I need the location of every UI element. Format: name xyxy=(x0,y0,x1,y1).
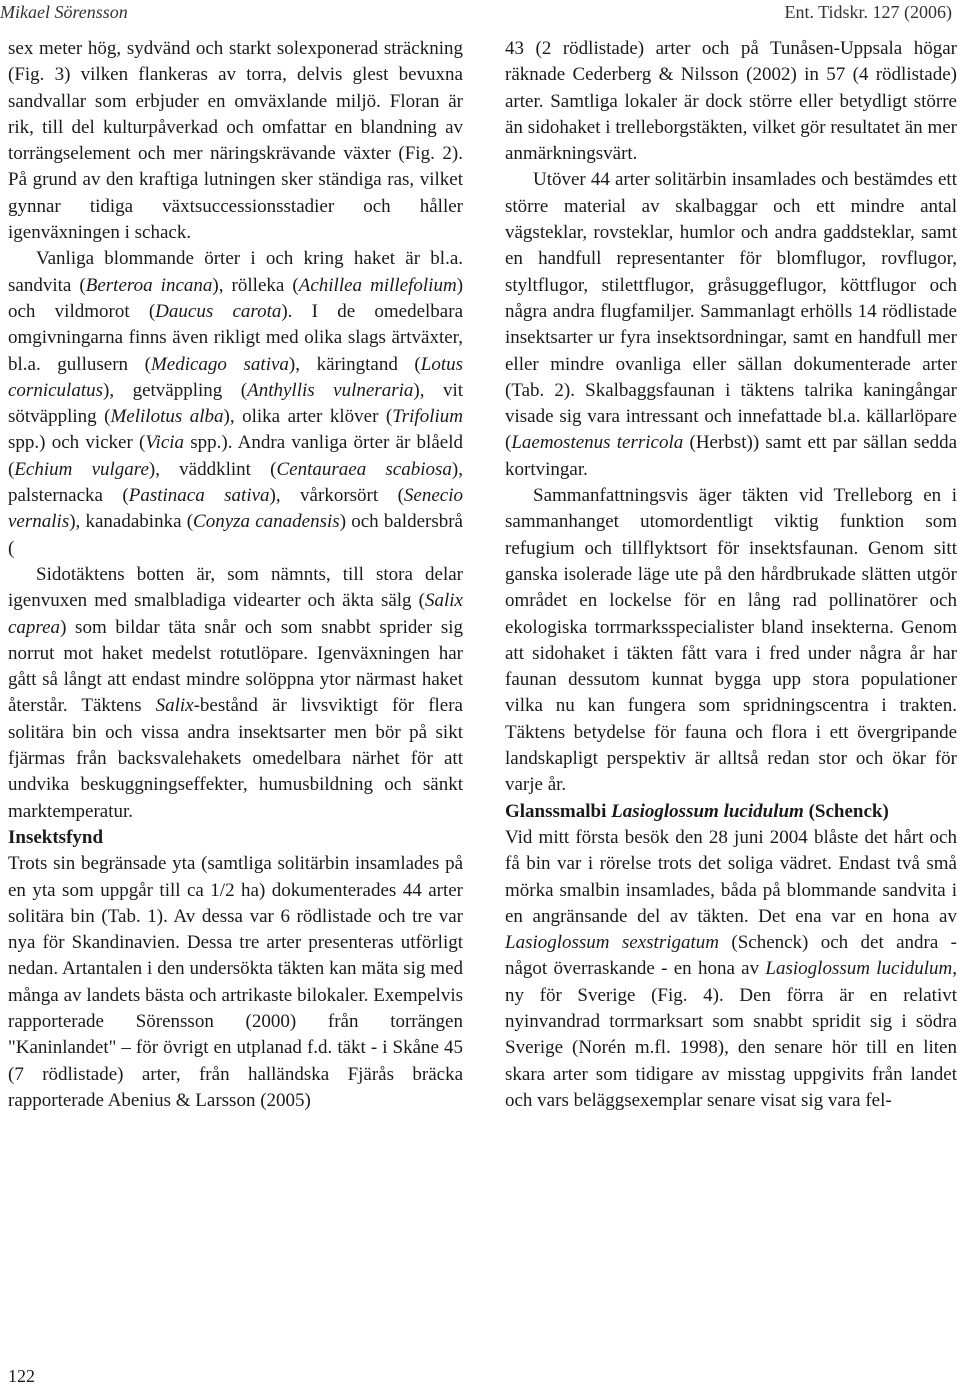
page-number: 122 xyxy=(8,1366,35,1386)
section-heading: Glanssmalbi Lasioglossum lucidulum (Schenck) xyxy=(505,800,889,822)
paragraph: Utöver 44 arter solitärbin insamlades och bestämdes ett större material av skalbaggar och ett mindre antal vägsteklar, rovsteklar, humlor och andra gaddsteklar, samt en handfull representanter för blomflugor, rovflugor, styltflugor, stilettflugor, gråsuggeflugor, köttflugor och några andra flugfamiljer. Sammanlagt erhölls 14 rödlistade insektsarter ur fyra insektsordningar, samt en handfull mer eller mindre ovanliga eller sällan dokumenterade arter (Tab. 2). Skalbaggsfaunan i täktens talrika kaningångar visade sig vara intressant och innefattade bl.a. källarlöpare (Laemostenus terricola (Herbst)) samt ett par sällan sedda kortvingar. xyxy=(505,169,957,480)
section-heading: Insektsfynd xyxy=(8,826,104,848)
paragraph: Vid mitt första besök den 28 juni 2004 blåste det hårt och få bin var i rörelse trots det soliga vädret. Endast två små mörka smalbin insamlades, båda på blommande sandvita i en angränsande del av täkten. Det ena var en hona av Lasioglossum sexstrigatum (Schenck) och det andra - något överraskande - en hona av Lasioglossum lucidulum, ny för Sverige (Fig. 4). Den förra är en relativt nyinvandrad torrmarksart som snabbt spridit sig i södra Sverige (Norén m.fl. 1998), den senare hör till en liten skara arter som tidigare av misstag uppgivits från landet och vars beläggsexemplar senare visat sig vara fel- xyxy=(505,826,957,1111)
paragraph: Vanliga blommande örter i och kring haket är bl.a. sandvita (Berteroa incana), rölleka (Achillea millefolium) och vildmorot (Daucus carota). I de omedelbara omgivningarna finns även rikligt med olika slags ärtväxter, bl.a. gullusern (Medicago sativa), käringtand (Lotus corniculatus), getväppling (Anthyllis vulneraria), vit sötväppling (Melilotus alba), olika arter klöver (Trifolium spp.) och vicker (Vicia spp.). Andra vanliga örter är blåeld (Echium vulgare), väddklint (Centauraea scabiosa), palsternacka (Pastinaca sativa), vårkorsört (Senecio vernalis), kanadabinka (Conyza canadensis) och baldersbrå ( xyxy=(8,248,464,559)
paragraph: Sidotäktens botten är, som nämnts, till stora delar igenvuxen med smalbladiga videarter och äkta sälg (Salix caprea) som bildar täta snår och som snabbt sprider sig norrut mot haket medelst rotutlöpare. Igenväxningen har gått så långt att endast mindre solöppna ytor närmast haket återstår. Täktens Salix-bestånd är livsviktigt för flera solitära bin och vissa andra insektsarter men bör på sikt fjärmas från backsvalehakets omedelbara närhet för att undvika beskuggningseffekter, humusbildning och sänkt marktemperatur. xyxy=(8,563,463,822)
paragraph: Sammanfattningsvis äger täkten vid Trelleborg en i sammanhanget utomordentligt viktig funktion som refugium och tillflyktsort för insektsfaunan. Genom sitt ganska isolerade läge ute på den hårdbrukade slätten utgör området en lockelse för en lång rad pollinatörer och ekologiska torrmarksspecialister bland insekterna. Genom att sidohaket i täkten fått vara i fred under några år har faunan dessutom kunnat bygga upp stora populationer vilka nu kan fungera som spridningscentra i trakten. Täktens betydelse för fauna och flora i ett övergripande landskapligt perspektiv är alltså redan stor och ökar för varje år. xyxy=(505,485,957,796)
left-column xyxy=(8,36,463,1114)
paragraph: Trots sin begränsade yta (samtliga solitärbin insamlades på en yta som uppgår till ca 1/2 ha) dokumenterades 44 arter solitära bin (Tab. 1). Av dessa var 6 rödlistade och tre var nya för Skandinavien. Dessa tre arter presenteras utförligt nedan. Artantalen i den undersökta täkten kan mäta sig med många av landets bästa och artrikaste bilokaler. Exempelvis rapporterade Sörensson (2000) från torrängen "Kaninlandet" – för övrigt en utplanad f.d. täkt - i Skåne 45 (7 rödlistade) arter, från halländska Fjärås bräcka rapporterade Abenius & Larsson (2005) xyxy=(8,853,463,1111)
paragraph: sex meter hög, sydvänd och starkt solexponerad sträckning (Fig. 3) vilken flankeras av torra, delvis glest bevuxna sandvallar som erbjuder en omväxlande miljö. Floran är rik, till del kulturpåverkad och omfattar en blandning av torrängselement och mer näringskrävande växter (Fig. 2). På grund av den kraftiga lutningen sker ständiga ras, vilket gynnar tidiga växtsuccessionsstadier och håller igenväxningen i schack. xyxy=(8,38,463,244)
running-head-journal: Ent. Tidskr. 127 (2006) xyxy=(784,2,952,22)
right-column xyxy=(505,36,957,1114)
paragraph: 43 (2 rödlistade) arter och på Tunåsen-Uppsala högar räknade Cederberg & Nilsson (2002) in 57 (4 rödlistade) arter. Samtliga lokaler är dock större eller betydligt större än sidohaket i trelleborgstäkten, vilket gör resultatet än mer anmärkningsvärt. xyxy=(505,38,957,165)
running-head-author: Mikael Sörensson xyxy=(0,2,128,22)
